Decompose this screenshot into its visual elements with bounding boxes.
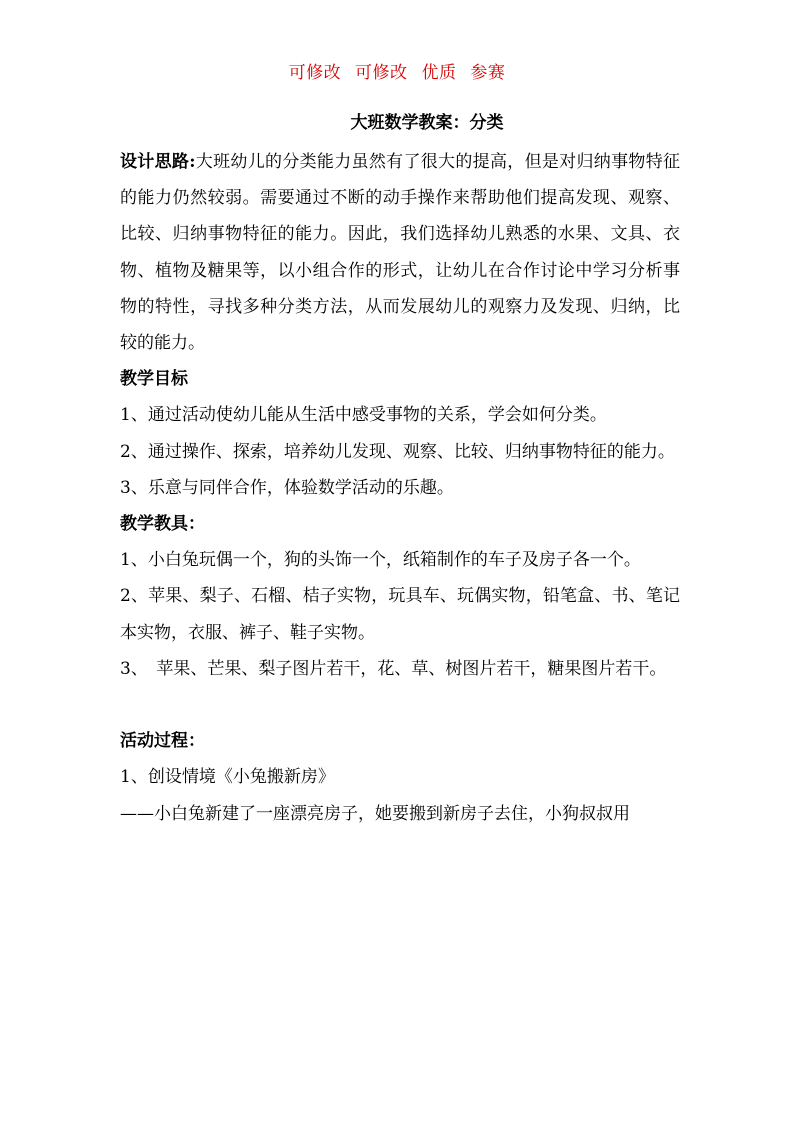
goals-heading: 教学目标 [120, 369, 188, 390]
blank-line [120, 687, 680, 723]
materials-heading: 教学教具： [120, 514, 205, 535]
design-text: 大班幼儿的分类能力虽然有了很大的提高，但是对归纳事物特征的能力仍然较弱。需要通过不断的动手操作来帮助他们提高发现、观察、比较、归纳事物特征的能力。因此，我们选择幼儿熟悉的水果、文具、衣物、植物及糖果等，以小组合作的形式，让幼儿在合作讨论中学习分析事物的特性，寻找多种分类方法，从而发展幼儿的观察力及发现、归纳，比较的能力。 [120, 152, 681, 354]
design-paragraph [120, 144, 680, 361]
banner-item: 参赛 [470, 63, 506, 83]
design-label: 设计思路: [120, 152, 196, 172]
process-heading: 活动过程： [120, 731, 205, 752]
banner-item: 可修改 [355, 63, 408, 83]
banner-item: 可修改 [288, 63, 342, 83]
goal-item: 1、通过活动使幼儿能从生活中感受事物的关系，学会如何分类。 [120, 405, 607, 426]
material-item: 2、苹果、梨子、石榴、桔子实物，玩具车、玩偶实物，铅笔盒、书、笔记本实物，衣服、裤子、鞋子实物。 [120, 586, 680, 643]
goal-item: 2、通过操作、探索，培养幼儿发现、观察、比较、归纳事物特征的能力。 [120, 441, 675, 462]
material-item: 1、小白兔玩偶一个，狗的头饰一个，纸箱制作的车子及房子各一个。 [120, 550, 641, 571]
document-body [120, 144, 680, 832]
material-item: 3、 苹果、芒果、梨子图片若干，花、草、树图片若干，糖果图片若干。 [120, 658, 667, 679]
banner-item: 优质 [421, 63, 457, 83]
goal-item: 3、乐意与同伴合作，体验数学活动的乐趣。 [120, 477, 454, 498]
document-title: 大班数学教案：分类 [350, 113, 504, 133]
banner [0, 58, 794, 83]
process-item: 1、创设情境《小兔搬新房》 [120, 767, 335, 788]
process-item: ——小白兔新建了一座漂亮房子，她要搬到新房子去住，小狗叔叔用 [120, 803, 630, 824]
